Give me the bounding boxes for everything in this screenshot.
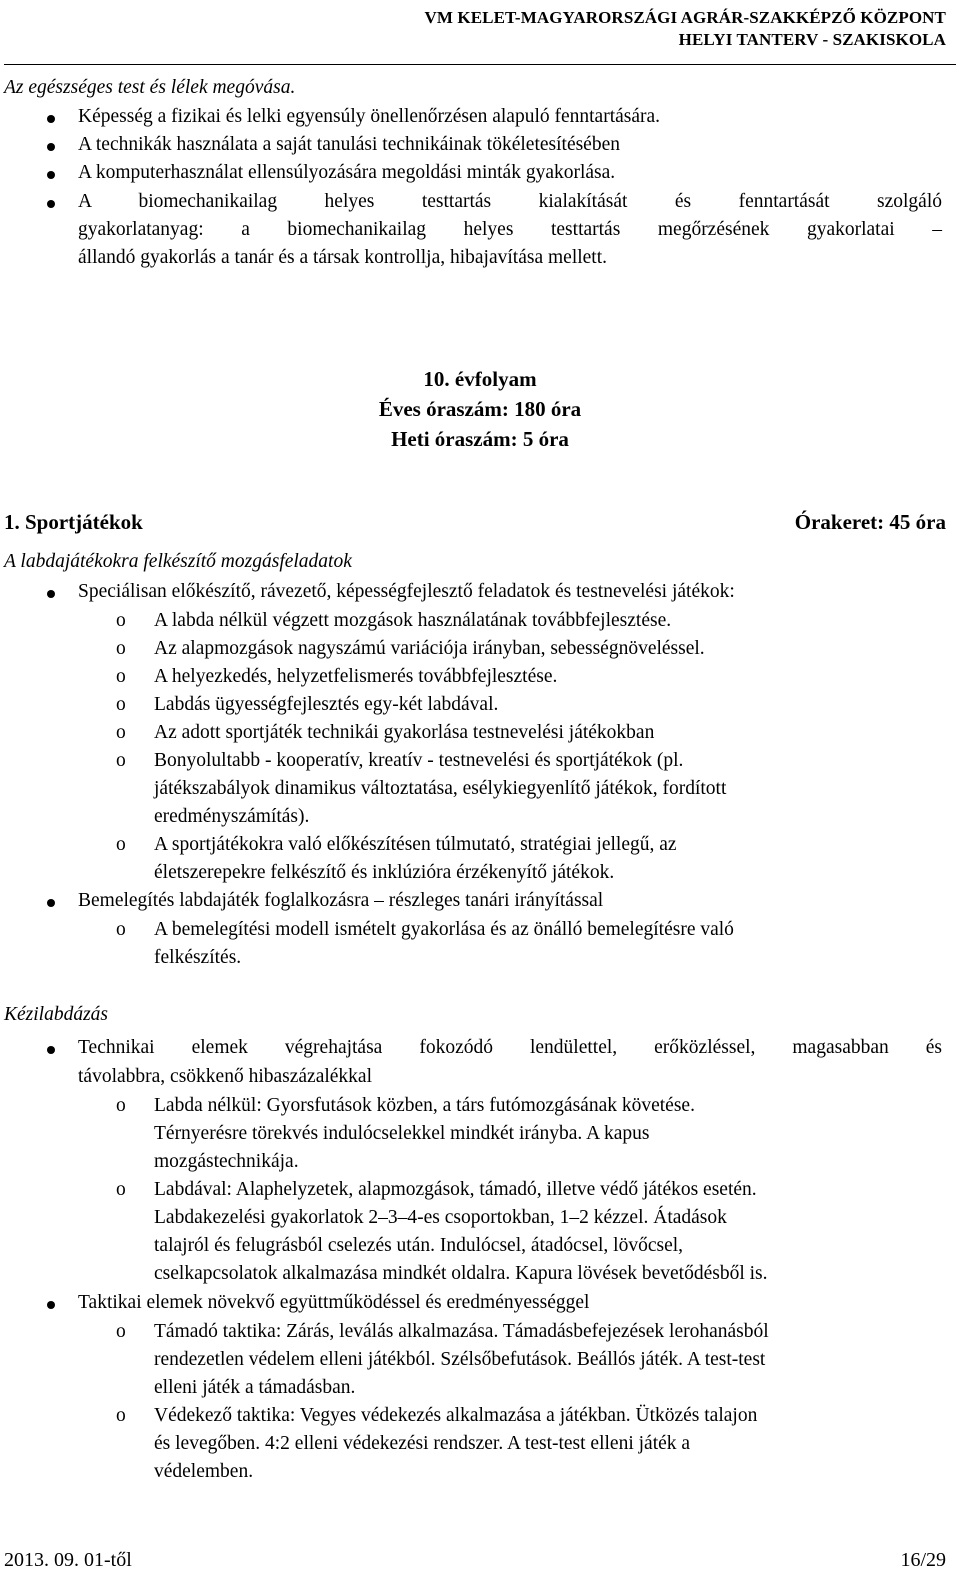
handball-b2-sub-1-line-2: rendezetlen védelem elleni játékból. Szélsőbefutások. Beállós játék. A test-test [154, 1349, 766, 1370]
section-bullet-2: Bemelegítés labdajáték foglalkozásra – részleges tanári irányítással [78, 890, 604, 911]
sub-bullet-marker: o [116, 834, 126, 855]
handball-bullet-1-line-1: Technikai elemek végrehajtása fokozódó lendülettel, erőközléssel, magasabban és [78, 1037, 942, 1058]
sub-bullet-marker: o [116, 750, 126, 771]
bullet-dot [47, 590, 55, 598]
handball-sub-1-line-1: Labda nélkül: Gyorsfutások közben, a társ futómozgásának követése. [154, 1095, 695, 1116]
bullet-dot [47, 143, 55, 151]
intro-bullet-4-line-2: gyakorlatanyag: a biomechanikailag helyes testtartás megőrzésének gyakorlatai – [78, 219, 942, 240]
handball-sub-2-line-3: talajról és felugrásból cselezés után. Indulócsel, átadócsel, lövőcsel, [154, 1235, 684, 1256]
section-subtitle: A labdajátékokra felkészítő mozgásfeladatok [4, 551, 352, 572]
intro-title: Az egészséges test és lélek megóvása. [4, 77, 296, 98]
sub-bullet-marker: o [116, 722, 126, 743]
handball-sub-1-line-2: Térnyerésre törekvés indulócselekkel mindkét irányba. A kapus [154, 1123, 650, 1144]
handball-b2-sub-2-line-2: és levegőben. 4:2 elleni védekezési rendszer. A test-test elleni játék a [154, 1433, 691, 1454]
handball-sub-2-line-4: cselkapcsolatok alkalmazása mindkét oldalra. Kapura lövések bevetődésből is. [154, 1263, 768, 1284]
sub-bullet-marker: o [116, 638, 126, 659]
intro-bullet-4-line-3: állandó gyakorlás a tanár és a társak kontrollja, hibajavítása mellett. [78, 247, 608, 268]
bullet-dot [47, 171, 55, 179]
bullet-dot [47, 115, 55, 123]
bullet-dot [47, 899, 55, 907]
sub-bullet-marker: o [116, 610, 126, 631]
sub-bullet-marker: o [116, 666, 126, 687]
handball-b2-sub-2-line-3: védelemben. [154, 1461, 254, 1482]
section-sub-2: Az alapmozgások nagyszámú variációja irányban, sebességnöveléssel. [154, 638, 705, 659]
handball-b2-sub-2-line-1: Védekező taktika: Vegyes védekezés alkalmazása a játékban. Ütközés talajon [154, 1405, 758, 1426]
page-number: 16/29 [900, 1549, 946, 1571]
section-sub-6-line-2: játékszabályok dinamikus változtatása, esélykiegyenlítő játékok, fordított [154, 778, 727, 799]
section-sub-6-line-3: eredményszámítás). [154, 806, 310, 827]
handball-title: Kézilabdázás [4, 1004, 109, 1025]
sub-bullet-marker: o [116, 694, 126, 715]
header-rule [4, 64, 956, 65]
bullet-dot [47, 1046, 55, 1054]
sub-bullet-marker: o [116, 919, 126, 940]
handball-b2-sub-1-line-3: elleni játék a támadásban. [154, 1377, 356, 1398]
section-b2-sub-line-2: felkészítés. [154, 947, 242, 968]
header-curriculum: HELYI TANTERV - SZAKISKOLA [678, 30, 946, 49]
section-hours: Órakeret: 45 óra [794, 510, 946, 534]
footer-date: 2013. 09. 01-től [4, 1549, 132, 1571]
sub-bullet-marker: o [116, 1095, 126, 1116]
sub-bullet-marker: o [116, 1405, 126, 1426]
grade-weekly-hours: Heti óraszám: 5 óra [391, 427, 569, 451]
section-sub-7-line-1: A sportjátékokra való előkészítésen túlmutató, stratégiai jellegű, az [154, 834, 677, 855]
section-title: 1. Sportjátékok [4, 510, 143, 534]
handball-sub-1-line-3: mozgástechnikája. [154, 1151, 299, 1172]
section-sub-3: A helyezkedés, helyzetfelismerés továbbfejlesztése. [154, 666, 558, 687]
bullet-dot [47, 1301, 55, 1309]
sub-bullet-marker: o [116, 1179, 126, 1200]
grade-title: 10. évfolyam [423, 367, 537, 391]
section-sub-5: Az adott sportjáték technikái gyakorlása testnevelési játékokban [154, 722, 655, 743]
section-b2-sub-line-1: A bemelegítési modell ismételt gyakorlása és az önálló bemelegítésre való [154, 919, 734, 940]
handball-sub-2-line-1: Labdával: Alaphelyzetek, alapmozgások, támadó, illetve védő játékos esetén. [154, 1179, 757, 1200]
section-sub-4: Labdás ügyességfejlesztés egy-két labdával. [154, 694, 499, 715]
sub-bullet-marker: o [116, 1321, 126, 1342]
grade-yearly-hours: Éves óraszám: 180 óra [378, 397, 582, 421]
bullet-dot [47, 200, 55, 208]
section-bullet-1: Speciálisan előkészítő, rávezető, képességfejlesztő feladatok és testnevelési játékok: [78, 581, 735, 602]
handball-bullet-2: Taktikai elemek növekvő együttműködéssel és eredményességgel [78, 1292, 590, 1313]
section-sub-7-line-2: életszerepekre felkészítő és inklúzióra érzékenyítő játékok. [154, 862, 615, 883]
handball-bullet-1-line-2: távolabbra, csökkenő hibaszázalékkal [78, 1066, 372, 1087]
handball-b2-sub-1-line-1: Támadó taktika: Zárás, leválás alkalmazása. Támadásbefejezések lerohanásból [154, 1321, 769, 1342]
intro-bullet-1: Képesség a fizikai és lelki egyensúly önellenőrzésen alapuló fenntartására. [78, 106, 661, 127]
header-institution: VM KELET-MAGYARORSZÁGI AGRÁR-SZAKKÉPZŐ KÖZPONT [424, 8, 946, 27]
intro-bullet-3: A komputerhasználat ellensúlyozására megoldási minták gyakorlása. [78, 162, 616, 183]
intro-bullet-2: A technikák használata a saját tanulási technikáinak tökéletesítésében [78, 134, 620, 155]
section-sub-6-line-1: Bonyolultabb - kooperatív, kreatív - testnevelési és sportjátékok (pl. [154, 750, 684, 771]
handball-sub-2-line-2: Labdakezelési gyakorlatok 2–3–4-es csoportokban, 1–2 kézzel. Átadások [154, 1207, 727, 1228]
section-sub-1: A labda nélkül végzett mozgások használatának továbbfejlesztése. [154, 610, 672, 631]
intro-bullet-4-line-1: A biomechanikailag helyes testtartás kialakítását és fenntartását szolgáló [78, 191, 942, 212]
